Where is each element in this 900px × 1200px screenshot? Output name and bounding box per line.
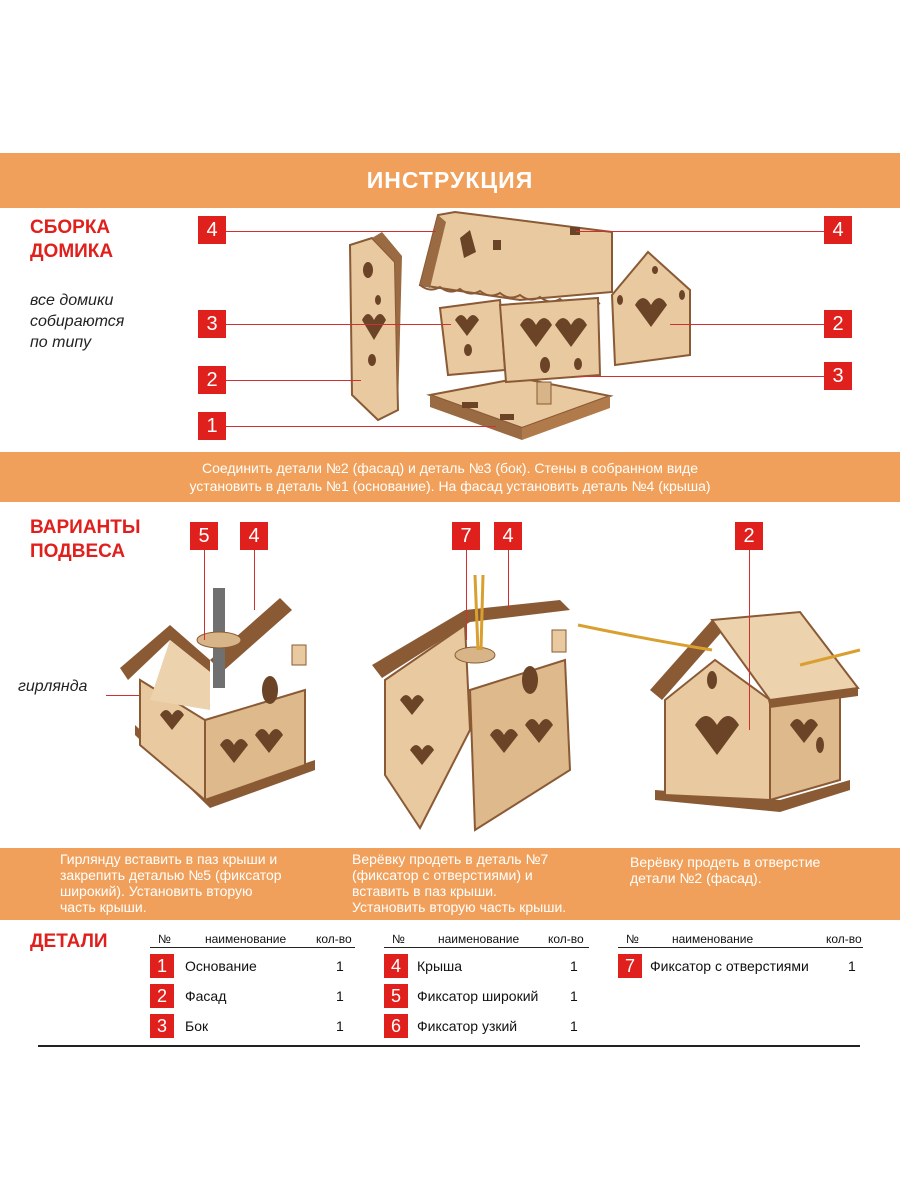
part-name: Фасад bbox=[185, 988, 227, 1004]
part-number: 1 bbox=[150, 954, 174, 978]
col-name: наименование bbox=[438, 932, 520, 946]
table-rule bbox=[150, 947, 355, 948]
callout-tag: 3 bbox=[824, 362, 852, 390]
part-number: 6 bbox=[384, 1014, 408, 1038]
note-line1: все домики bbox=[30, 292, 114, 309]
callout-tag: 3 bbox=[198, 310, 226, 338]
part-qty: 1 bbox=[570, 1018, 578, 1034]
variant-tag: 7 bbox=[452, 522, 480, 550]
part-name: Крыша bbox=[417, 958, 463, 974]
assembly-heading-line2: ДОМИКА bbox=[30, 241, 114, 262]
part-name: Бок bbox=[185, 1018, 209, 1034]
col-qty: кол-во bbox=[548, 932, 584, 946]
instruction-line1: Соединить детали №2 (фасад) и деталь №3 (бок). Стены в собранном виде bbox=[201, 460, 699, 476]
details-heading: ДЕТАЛИ bbox=[30, 931, 108, 952]
variant-2-line: Верёвку продеть в деталь №7 bbox=[352, 851, 549, 867]
variant-3-line: детали №2 (фасад). bbox=[630, 870, 762, 886]
note-line3: по типу bbox=[30, 334, 92, 351]
variants-band bbox=[0, 848, 900, 920]
variant-1-line: широкий). Установить вторую bbox=[60, 883, 253, 899]
bottom-divider bbox=[38, 1045, 860, 1047]
part-number: 3 bbox=[150, 1014, 174, 1038]
variant-2-line: вставить в паз крыши. bbox=[352, 883, 497, 899]
part-number: 7 bbox=[618, 954, 642, 978]
col-no: № bbox=[158, 932, 171, 946]
house-variant-2 bbox=[372, 575, 570, 830]
page-title: ИНСТРУКЦИЯ bbox=[366, 167, 534, 193]
part-qty: 1 bbox=[336, 958, 344, 974]
col-no: № bbox=[392, 932, 405, 946]
part-qty: 1 bbox=[570, 988, 578, 1004]
variant-1-line: Гирлянду вставить в паз крыши и bbox=[60, 851, 278, 867]
variant-tag: 5 bbox=[190, 522, 218, 550]
variants-heading-line1: ВАРИАНТЫ bbox=[30, 517, 141, 538]
callout-tag: 2 bbox=[198, 366, 226, 394]
col-qty: кол-во bbox=[826, 932, 862, 946]
part-qty: 1 bbox=[336, 988, 344, 1004]
house-variant-3 bbox=[578, 612, 860, 812]
part-number: 4 bbox=[384, 954, 408, 978]
variant-tag: 2 bbox=[735, 522, 763, 550]
variant-1-line: закрепить деталью №5 (фиксатор bbox=[60, 867, 282, 883]
part-name: Основание bbox=[185, 958, 257, 974]
table-rule bbox=[384, 947, 589, 948]
col-no: № bbox=[626, 932, 639, 946]
variant-3-text bbox=[630, 854, 820, 886]
variant-tag: 4 bbox=[240, 522, 268, 550]
variant-1-line: часть крыши. bbox=[60, 899, 147, 915]
part-name: Фиксатор узкий bbox=[417, 1018, 518, 1034]
part-name: Фиксатор с отверстиями bbox=[650, 958, 809, 974]
variant-1-text bbox=[60, 851, 282, 915]
part-number: 5 bbox=[384, 984, 408, 1008]
part-qty: 1 bbox=[848, 958, 856, 974]
leader-line bbox=[254, 550, 255, 610]
leader-line bbox=[204, 550, 205, 640]
variant-2-text bbox=[352, 851, 566, 915]
part-qty: 1 bbox=[336, 1018, 344, 1034]
variant-tag: 4 bbox=[494, 522, 522, 550]
variants-heading-line2: ПОДВЕСА bbox=[30, 541, 126, 562]
leader-line bbox=[508, 550, 509, 610]
table-rule bbox=[618, 947, 863, 948]
assembly-heading-line1: СБОРКА bbox=[30, 217, 111, 238]
house-variant-1 bbox=[120, 588, 315, 808]
part-name: Фиксатор широкий bbox=[417, 988, 539, 1004]
col-name: наименование bbox=[205, 932, 287, 946]
variant-3-line: Верёвку продеть в отверстие bbox=[630, 854, 821, 870]
leader-line bbox=[466, 550, 467, 640]
variant-2-line: (фиксатор с отверстиями) и bbox=[352, 867, 533, 883]
instruction-line2: установить в деталь №1 (основание). На фасад установить деталь №4 (крыша) bbox=[189, 478, 711, 494]
col-name: наименование bbox=[672, 932, 754, 946]
leader-line bbox=[749, 550, 750, 730]
part-qty: 1 bbox=[570, 958, 578, 974]
callout-tag: 1 bbox=[198, 412, 226, 440]
part-number: 2 bbox=[150, 984, 174, 1008]
callout-tag: 4 bbox=[824, 216, 852, 244]
garland-label: гирлянда bbox=[18, 678, 88, 695]
col-qty: кол-во bbox=[316, 932, 352, 946]
callout-tag: 2 bbox=[824, 310, 852, 338]
callout-tag: 4 bbox=[198, 216, 226, 244]
note-line2: собираются bbox=[30, 313, 125, 330]
variant-2-line: Установить вторую часть крыши. bbox=[352, 899, 567, 915]
